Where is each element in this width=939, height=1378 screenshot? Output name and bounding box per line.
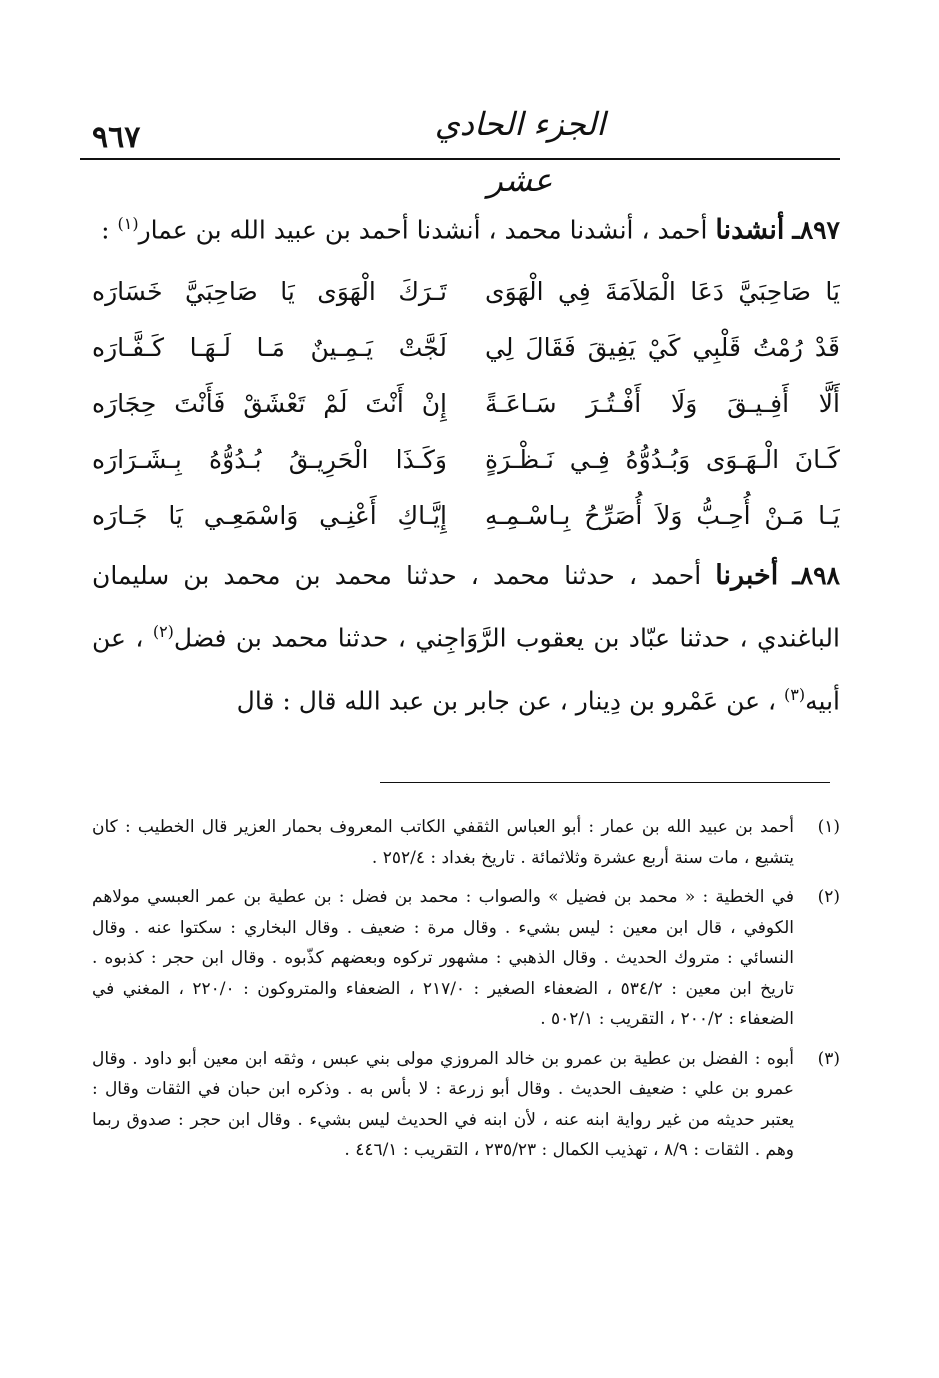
footnote-text: أحمد بن عبيد الله بن عمار : أبو العباس الثقفي الكاتب المعروف بحمار العزير قال الخطيب : كان يتشيع ، مات سنة أربع عشرة وثلاثمائة . تاريخ بغداد : ٢٥٢/٤ . [92,817,794,868]
footnote [92,812,840,873]
entry-text: أحمد ، حدثنا محمد ، حدثنا محمد بن محمد بن سليمان الباغندي ، حدثنا عبّاد بن يعقوب الرَّوَاجِني ، حدثنا محمد بن فضل [92,561,840,653]
entry-897 [92,196,840,258]
footnote-number: (٣) [817,1048,840,1069]
footnote-ref[interactable]: (٢) [152,622,174,642]
page-header [80,92,840,199]
footnote-text: في الخطية : « محمد بن فضيل » والصواب : محمد بن فضل : بن عطية بن عمر العبسي مولاهم الكوفي ، قال ابن معين : ليس بشيء . وقال مرة : ضعيف . وقال البخاري : سكتوا عنه . وقال النسائي : متروك الحديث . وقال الذهبي : مشهور تركوه وبعضهم كذّبوه . وقال ابن حجر : كذبوه . تاريخ ابن معين : ٥٣٤/٢ ، الضعفاء الصغير : ٢١٧/٠ ، الضعفاء والمتروكون : ٢٢٠/٠ ، المغني في الضعفاء : ٢٠٠/٢ ، التقريب : ٥٠٢/١ . [92,887,794,1029]
verse-line [92,376,840,432]
verse-line [92,320,840,376]
footnote [92,882,840,1035]
footnote-number: (٢) [817,887,840,907]
part-title: الجزء الحادي عشر [434,105,606,199]
entry-text: ، عن عَمْرو بن دِينار ، عن جابر بن عبد الله قال : قال [236,685,777,715]
footnotes [92,812,840,1175]
entry-tail: : [101,215,110,245]
hemistich-second: تَـرَكَ الْهَوَى يَا صَاحِبَيَّ خَسَارَه [92,277,447,307]
entry-number: ٨٩٨ـ [792,561,840,591]
hemistich-second: لَجَّتْ يَـمِـينٌ مَـا لَـهَـا كَـفَّـارَه [92,333,447,363]
footnote-ref[interactable]: (١) [117,214,139,233]
entry-898 [92,548,840,729]
verse-line [92,432,840,488]
hemistich-first: يَا صَاحِبَيَّ دَعَا الْمَلاَمَةَ فِي الْهَوَى [485,277,840,307]
footnote-text: أبوه : الفضل بن عطية بن عمرو بن خالد المروزي مولى بني عبس ، وثقه ابن معين أبو داود . وقال عمرو بن علي : ضعيف الحديث . وقال أبو زرعة : لا بأس به . وذكره ابن حبان في الثقات وقال : يعتبر حديثه من غير رواية ابنه عنه ، لأن ابنه في الحديث ليس بشيء . وقال ابن حجر : صدوق ربما وهم . الثقات : ٨/٩ ، تهذيب الكمال : ٢٣٥/٢٣ ، التقريب : ٤٤٦/١ . [92,1048,794,1160]
hemistich-second: وَكَـذَا الْحَرِيـقُ بُـدُوُّهُ بِـشَـرَارَه [92,445,447,475]
hemistich-first: أَلَّا أَفِـيـقَ وَلَا أَفْـتُـرَ سَـاعَـةً [485,389,840,419]
hemistich-first: يَـا مَـنْ أُحِـبُّ وَلاَ أُصَرِّحُ بِـاسْـمِـهِ [485,501,840,531]
footnote-number: (١) [817,817,840,837]
page-number: ٩٦٧ [92,120,141,155]
footnote [92,1044,840,1166]
entry-text: ، عن أبيه [92,623,840,715]
footnote-separator [380,782,830,783]
poem [92,264,840,544]
entry-number: ٨٩٧ـ [792,215,840,245]
main-text [92,196,840,729]
entry-text: أحمد ، أنشدنا محمد ، أنشدنا أحمد بن عبيد الله بن عمار [138,215,708,245]
verse-line [92,264,840,320]
hemistich-first: قَدْ رُمْتُ قَلْبِي كَيْ يَفِيقَ فَقَالَ لِي [485,333,840,363]
footnote-ref[interactable]: (٣) [784,684,806,704]
verse-line [92,488,840,544]
hemistich-second: إِيَّـاكِ أَعْنِـي وَاسْمَعِـي يَا جَـارَه [92,501,447,531]
entry-keyword: أنشدنا [715,214,785,246]
entry-keyword: أخبرنا [715,560,779,592]
hemistich-second: إِنْ أَنْتَ لَمْ تَعْشَقْ فَأَنْتَ حِجَارَه [92,389,447,419]
hemistich-first: كَـانَ الْـهَـوَى وَبُـدُوُّهُ فِـي نَـظْـرَةٍ [485,445,840,475]
header-rule [80,158,840,160]
